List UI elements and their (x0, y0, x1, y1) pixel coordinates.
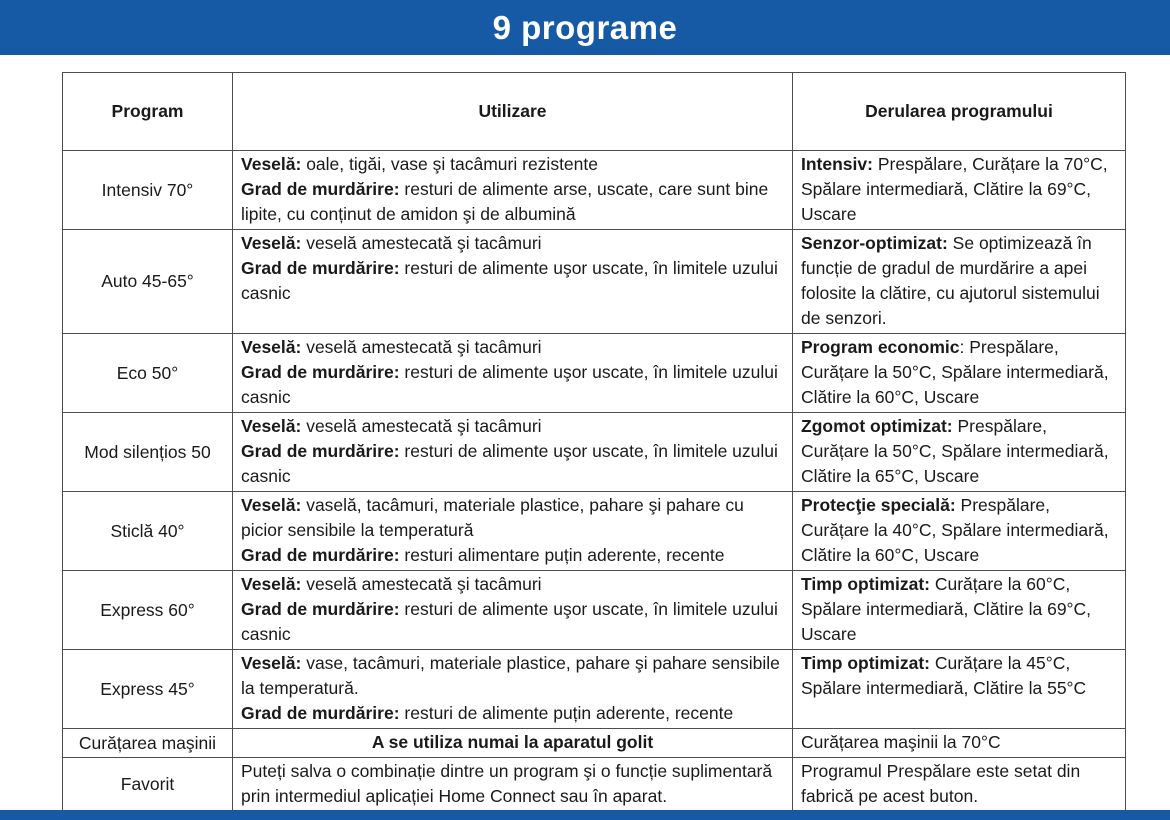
col-header-derulare: Derularea programului (793, 73, 1126, 151)
page-title: 9 programe (492, 8, 678, 46)
table-row (63, 413, 1126, 492)
program-sequence-cell: Intensiv: Prespălare, Curățare la 70°C, Spălare intermediară, Clătire la 69°C, Uscare (793, 151, 1126, 230)
programs-table-wrapper (0, 55, 1170, 812)
usage-cell: Veselă: oale, tigăi, vase şi tacâmuri rezistente Grad de murdărire: resturi de alimente arse, uscate, care sunt bine lipite, cu conținut de amidon şi de albumină (233, 151, 793, 230)
table-row (63, 492, 1126, 571)
program-sequence-cell: Senzor-optimizat: Se optimizează în funcție de gradul de murdărire a apei folosite la clătire, cu ajutorul sistemului de senzori. (793, 230, 1126, 334)
usage-cell: A se utiliza numai la aparatul golit (233, 729, 793, 758)
table-row (63, 571, 1126, 650)
programs-table (62, 72, 1126, 812)
program-sequence-cell: Program economic: Prespălare, Curățare la 50°C, Spălare intermediară, Clătire la 60°C, Uscare (793, 334, 1126, 413)
program-sequence-cell: Curățarea maşinii la 70°C (793, 729, 1126, 758)
table-row (63, 650, 1126, 729)
program-sequence-cell: Programul Prespălare este setat din fabrică pe acest buton. (793, 758, 1126, 812)
program-name-cell: Curățarea maşinii (63, 729, 233, 758)
usage-cell: Puteți salva o combinație dintre un program şi o funcție suplimentară prin intermediul aplicației Home Connect sau în aparat. (233, 758, 793, 812)
usage-cell: Veselă: veselă amestecată şi tacâmuri Grad de murdărire: resturi de alimente uşor uscate, în limitele uzului casnic (233, 571, 793, 650)
usage-cell: Veselă: vaselă, tacâmuri, materiale plastice, pahare şi pahare cu picior sensibile la temperatură Grad de murdărire: resturi alimentare puțin aderente, recente (233, 492, 793, 571)
program-name-cell: Favorit (63, 758, 233, 812)
bottom-accent-bar (0, 810, 1170, 820)
table-row (63, 230, 1126, 334)
usage-cell: Veselă: veselă amestecată şi tacâmuri Grad de murdărire: resturi de alimente uşor uscate, în limitele uzului casnic (233, 334, 793, 413)
title-bar (0, 0, 1170, 55)
program-name-cell: Express 45° (63, 650, 233, 729)
usage-cell: Veselă: veselă amestecată şi tacâmuri Grad de murdărire: resturi de alimente uşor uscate, în limitele uzului casnic (233, 413, 793, 492)
program-sequence-cell: Timp optimizat: Curățare la 45°C, Spălare intermediară, Clătire la 55°C (793, 650, 1126, 729)
table-row (63, 151, 1126, 230)
program-name-cell: Auto 45-65° (63, 230, 233, 334)
program-name-cell: Intensiv 70° (63, 151, 233, 230)
table-row (63, 758, 1126, 812)
table-row (63, 729, 1126, 758)
table-header-row (63, 73, 1126, 151)
usage-cell: Veselă: veselă amestecată şi tacâmuri Grad de murdărire: resturi de alimente uşor uscate, în limitele uzului casnic (233, 230, 793, 334)
usage-cell: Veselă: vase, tacâmuri, materiale plastice, pahare şi pahare sensibile la temperatură. Grad de murdărire: resturi de alimente puțin aderente, recente (233, 650, 793, 729)
program-sequence-cell: Zgomot optimizat: Prespălare, Curățare la 50°C, Spălare intermediară, Clătire la 65°C, Uscare (793, 413, 1126, 492)
col-header-utilizare: Utilizare (233, 73, 793, 151)
program-name-cell: Express 60° (63, 571, 233, 650)
program-name-cell: Mod silențios 50 (63, 413, 233, 492)
program-sequence-cell: Protecţie specială: Prespălare, Curățare la 40°C, Spălare intermediară, Clătire la 60°C, Uscare (793, 492, 1126, 571)
table-row (63, 334, 1126, 413)
program-name-cell: Eco 50° (63, 334, 233, 413)
program-sequence-cell: Timp optimizat: Curățare la 60°C, Spălare intermediară, Clătire la 69°C, Uscare (793, 571, 1126, 650)
program-name-cell: Sticlă 40° (63, 492, 233, 571)
col-header-program: Program (63, 73, 233, 151)
